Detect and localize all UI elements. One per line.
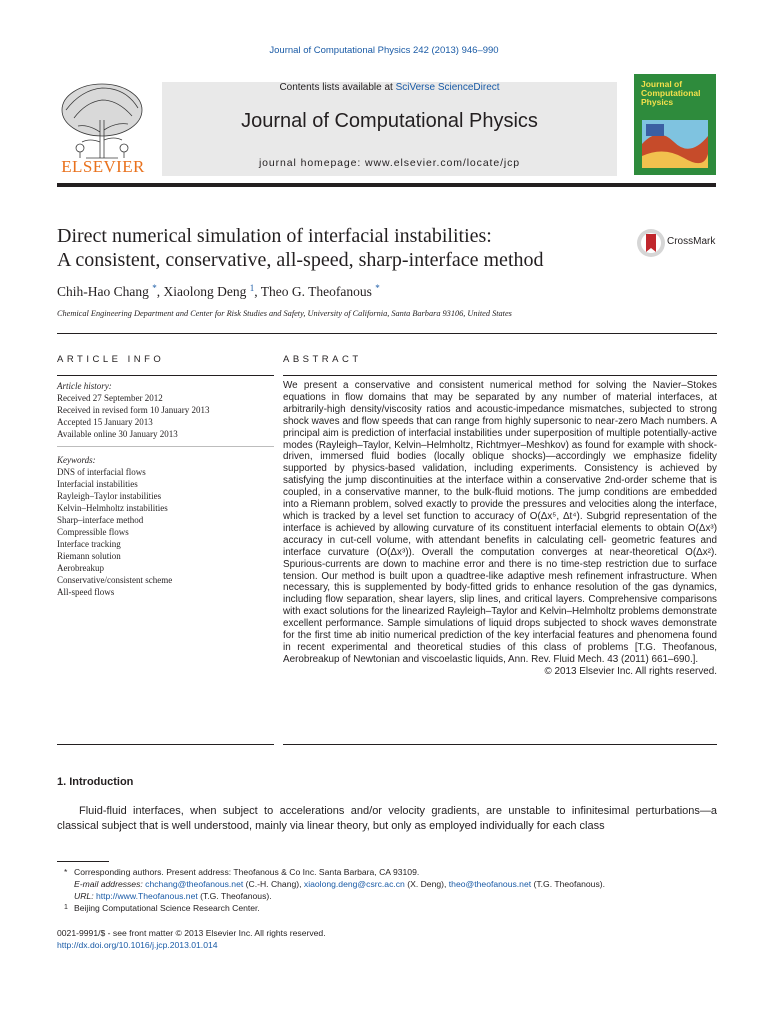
history-item: Available online 30 January 2013 [57,429,178,439]
footnote-mark-asterisk: * [64,867,68,877]
contents-prefix: Contents lists available at [279,82,396,93]
title-divider [57,333,717,334]
history-label: Article history: [57,381,112,391]
article-history [57,380,277,440]
front-matter-info [57,927,326,951]
corresponding-text: Corresponding authors. Present address: Theofanous & Co Inc. Santa Barbara, CA 93109. [74,867,420,877]
cover-title-line1: Journal of [641,79,683,89]
cover-title-line3: Physics [641,97,674,107]
paper-title [57,224,637,272]
abstract-rule [283,375,717,376]
url-label: URL: [74,891,94,901]
email-owner: (C.-H. Chang), [245,879,302,889]
email-link[interactable]: theo@theofanous.net [448,879,532,889]
abstract-bottom-rule [283,744,717,745]
history-item: Received in revised form 10 January 2013 [57,405,210,415]
abstract-copyright: © 2013 Elsevier Inc. All rights reserved. [544,665,717,677]
article-info-bottom-rule [57,744,274,745]
keyword-item: Compressible flows [57,527,129,537]
author-affiliation: Chemical Engineering Department and Center for Risk Studies and Safety, University of California, Santa Barbara 93106, United States [57,309,512,318]
journal-citation[interactable]: Journal of Computational Physics 242 (2013) 946–990 [269,45,499,56]
footnote-1-text: Beijing Computational Science Research Center. [74,903,260,913]
footnotes [57,866,717,914]
abstract-body [283,380,717,678]
article-info-heading: ARTICLE INFO [57,354,165,365]
author-3-mark[interactable]: * [375,283,380,293]
author-list: Chih-Hao Chang *, Xiaolong Deng $^1$, Theo G. Theofanous * [57,283,380,299]
author-1: Chih-Hao Chang [57,284,149,299]
footnote-rule [57,861,109,862]
title-line-2: A consistent, conservative, all-speed, sharp-interface method [57,249,544,271]
abstract-text: We present a conservative and consistent numerical method for solving the Navier–Stokes equations in flow domains that may be separated by any number of material interfaces, at arbitrarily-high density/viscosity ratios and acoustic-impedance mismatches, subjected to strong shock waves and flow speeds that can range from highly supersonic to near-zero Mach numbers. A principal aim is prediction of interfacial instabilities under superposition of multiple potentially-active modes (Rayleigh–Taylor, Kelvin–Helmholtz, Richtmyer–Meshkov) as found for example with shock-driven, immersed fluid bodies (locally oblique shocks)—accordingly we emphasize fidelity supported by physics-based validation, including experiments. Consistency is achieved by satisfying the jump discontinuities at the interface within a conservative 2nd-order scheme that is coupled, in a conservative manner, to the bulk-fluid motions. The jump conditions are embedded into a Riemann problem, solved exactly to provide the pressures and velocities along the interface, which is tracked by a level set function to accuracy of O(Δx⁵, Δt⁴). Subgrid representation of the interface is achieved by allowing curvature of its constituent interfacial elements to obtain O(Δx³) accuracy in cut-cell volume, with attendant benefits in calculating cell- geometric features and interface curvature (O(Δx³)). Overall the computation converges at near-theoretical O(Δx²). Spurious-currents are down to machine error and there is no time-step restriction due to surface tension. Our method is built upon a quadtree-like adaptive mesh refinement infrastructure. When necessary, this is supplemented by body-fitted grids to enhance resolution of the gas dynamics, including flow separation, shear layers, slip lines, and critical layers. Comprehensive comparisons with exact solutions for the linearized Rayleigh–Taylor and Kelvin–Helmholtz problems demonstrate excellent performance. Sample simulations of liquid drops subjected to shock waves demonstrate for the first time ab initio numerical prediction of the key interfacial features and phenomena found in recent experimental and theoretical studies of this class of problems [T.G. Theofanous, Aerobreakup of Newtonian and viscoelastic liquids, Ann. Rev. Fluid Mech. 43 (2011) 661–690.]. [283,380,717,665]
footnote-mark-1: 1 [64,904,68,911]
author-3: Theo G. Theofanous [260,284,372,299]
journal-name: Journal of Computational Physics [241,110,538,132]
footnote-corresponding [57,866,717,878]
sciencedirect-link[interactable]: SciVerse ScienceDirect [395,82,500,93]
keyword-item: Riemann solution [57,551,121,561]
keyword-item: Rayleigh–Taylor instabilities [57,491,162,501]
article-info-rule [57,375,274,376]
author-2-mark[interactable]: 1 [249,283,255,293]
keyword-item: Aerobreakup [57,563,104,573]
keywords-rule [57,446,274,447]
crossmark-label: CrossMark [667,236,716,247]
doi-link[interactable]: http://dx.doi.org/10.1016/j.jcp.2013.01.014 [57,940,218,950]
keywords-block [57,454,277,598]
email-link[interactable]: chchang@theofanous.net [145,879,244,889]
keyword-item: All-speed flows [57,587,115,597]
keyword-item: Kelvin–Helmholtz instabilities [57,503,168,513]
introduction-paragraph: Fluid-fluid interfaces, when subject to accelerations and/or velocity gradients, are unstable to infinitesimal perturbations—a classical subject that is well understood, mainly via linear theory, but only as employed individually for each class [57,805,717,832]
email-link[interactable]: xiaolong.deng@csrc.ac.cn [303,879,405,889]
journal-homepage[interactable]: journal homepage: www.elsevier.com/locate/jcp [258,157,521,169]
issn-line: 0021-9991/$ - see front matter © 2013 Elsevier Inc. All rights reserved. [57,928,326,938]
keywords-label: Keywords: [57,455,96,465]
email-owner: (X. Deng), [407,879,447,889]
footnote-emails [57,878,717,890]
author-2: Xiaolong Deng [163,284,247,299]
contents-line [162,82,617,93]
journal-cover-image[interactable] [634,74,716,175]
history-item: Accepted 15 January 2013 [57,417,153,427]
website-link[interactable]: http://www.Theofanous.net [95,891,198,901]
title-line-1: Direct numerical simulation of interfacial instabilities: [57,225,492,247]
keyword-item: Sharp–interface method [57,515,144,525]
email-label: E-mail addresses: [74,879,143,889]
keyword-item: Interface tracking [57,539,121,549]
footnote-1 [57,902,717,914]
elsevier-wordmark: ELSEVIER [61,157,145,176]
keyword-item: DNS of interfacial flows [57,467,146,477]
email-owner: (T.G. Theofanous). [533,879,605,889]
abstract-heading: ABSTRACT [283,354,362,365]
cover-title-line2: Computational [641,88,701,98]
keyword-item: Conservative/consistent scheme [57,575,173,585]
author-1-mark[interactable]: * [152,283,157,293]
keyword-item: Interfacial instabilities [57,479,138,489]
crossmark-icon [636,228,666,258]
header-divider [57,183,716,187]
url-owner: (T.G. Theofanous). [200,891,272,901]
history-item: Received 27 September 2012 [57,393,163,403]
section-heading-introduction: 1. Introduction [57,776,134,788]
footnote-url [57,890,717,902]
